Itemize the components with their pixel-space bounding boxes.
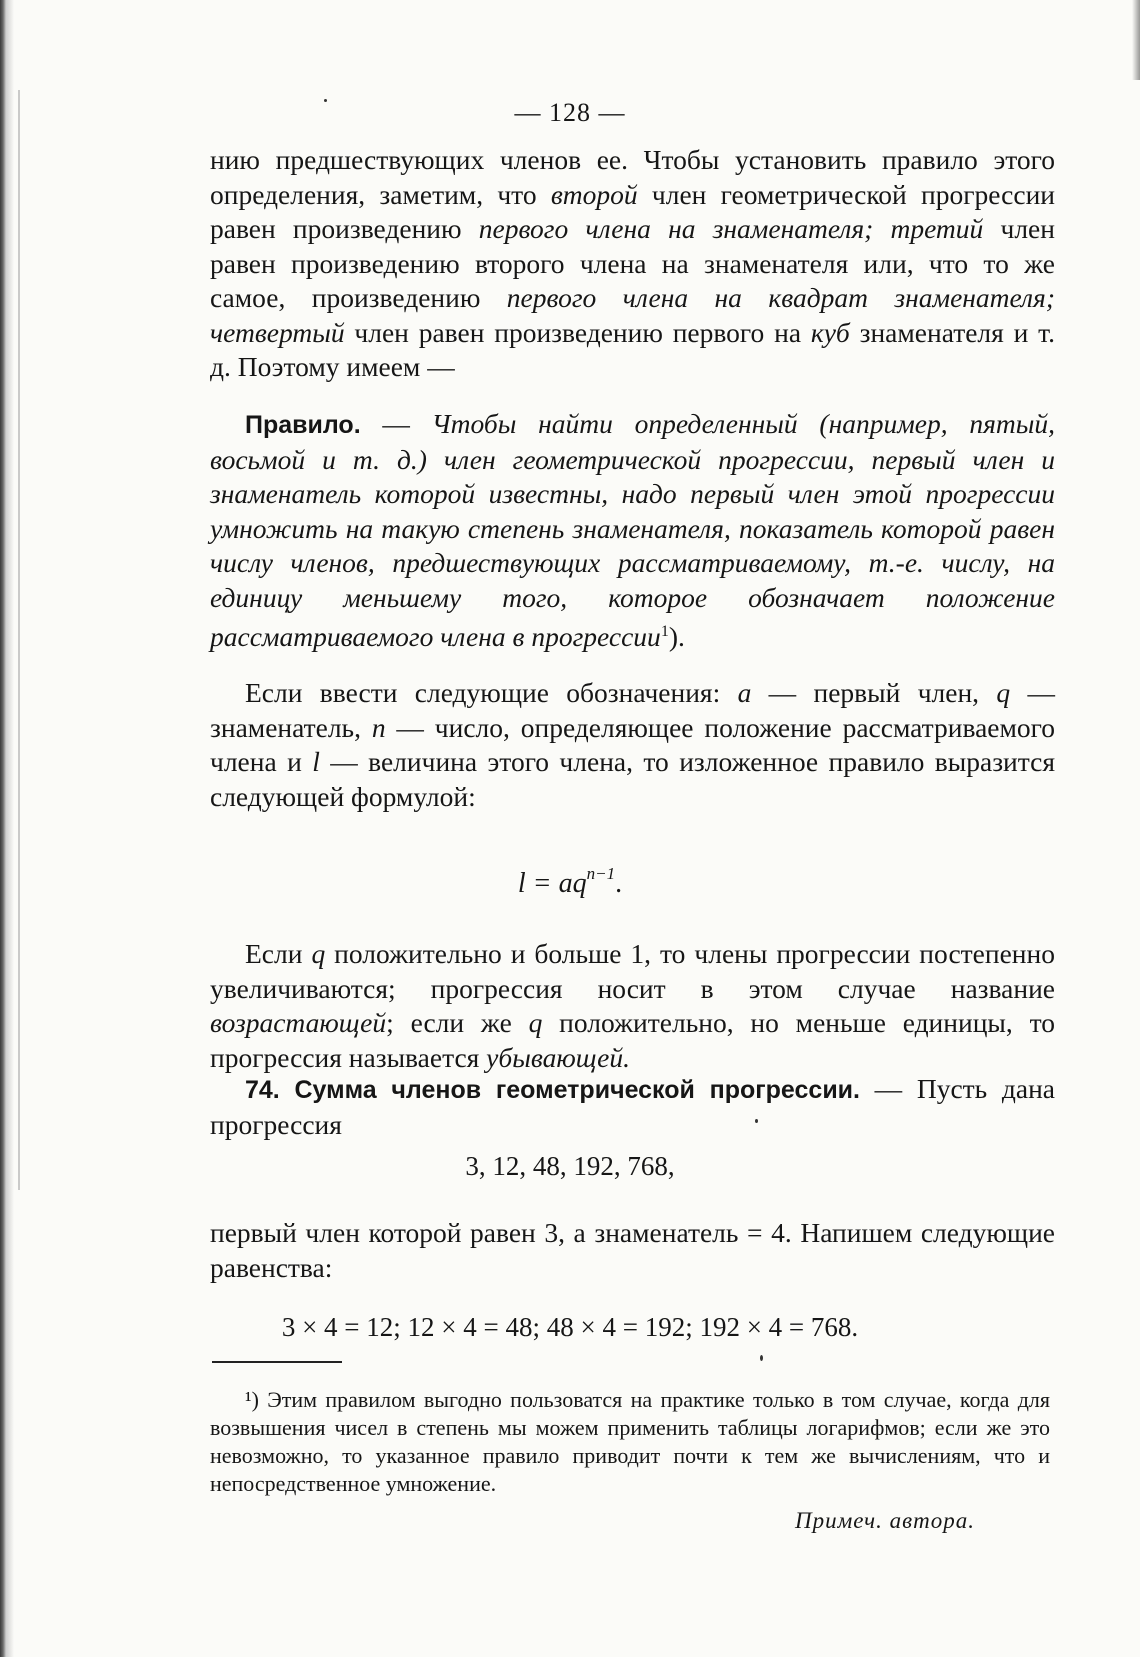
paragraph-1 (210, 143, 1055, 385)
author-note-attribution: Примеч. автора. (794, 1508, 975, 1533)
para2-text-5: — величина этого члена, то изложенное правило выразится следующей формулой: (210, 746, 1055, 812)
formula-base: l = aq (517, 868, 587, 899)
page-right-edge-shadow (1132, 0, 1140, 80)
para2-text-3: — знаменатель, (210, 677, 1056, 743)
paragraph-3 (210, 937, 1055, 1075)
para3-emph-decreasing: убывающей. (486, 1041, 630, 1073)
para2-text-2: — первый член, (751, 677, 997, 708)
para1-emph-3: первого члена на квадрат знаменателя; четвертый (210, 282, 1055, 348)
page-number: — 128 — (514, 98, 626, 127)
para3-text-4: положительно, но меньше единицы, то прогрессия называется (210, 1007, 1055, 1073)
var-q: q (996, 677, 1011, 708)
section-74-text: — Пусть дана прогрессия (210, 1073, 1055, 1140)
footnote (210, 1386, 1050, 1498)
section-74 (210, 1072, 1055, 1142)
page-binding-line (18, 90, 20, 1190)
print-speck (755, 1119, 758, 1123)
para1-emph-1: второй (550, 178, 638, 210)
para2-text-4: — число, определяющее положение рассматриваемого члена и (210, 711, 1056, 777)
footnote-reference: 1 (660, 623, 669, 640)
footnote-mark: ¹) (245, 1387, 259, 1412)
para1-text-2: член геометрической прогрессии равен произведению (210, 178, 1055, 244)
var-n: n (371, 711, 386, 743)
para3-text-3: ; если же (386, 1007, 529, 1038)
print-speck (324, 99, 327, 102)
para3-var-q-2: q (528, 1007, 543, 1038)
para3-emph-increasing: возрастающей (210, 1007, 387, 1038)
para1-text-4: член равен произведению первого на (344, 316, 811, 348)
formula-end: . (615, 868, 623, 899)
para1-text-1: нию предшествующих членов ее. Чтобы установить правило этого определения, заметим, что (210, 144, 1055, 210)
rule-block (210, 407, 1055, 655)
formula-exponent: n−1 (586, 864, 616, 883)
para3-var-q-1: q (311, 938, 326, 969)
formula-nth-term (0, 864, 1140, 900)
var-l: l (312, 746, 320, 777)
para3-text-1: Если (245, 938, 312, 969)
rule-end: ). (668, 621, 685, 653)
rule-dash: — (360, 408, 432, 439)
paragraph-4 (210, 1216, 1055, 1285)
para1-text-3: член равен произведению второго члена на знаменателя или, что то же самое, произведению (210, 213, 1055, 313)
print-speck (760, 1355, 763, 1361)
paragraph-2 (210, 676, 1055, 814)
progression-example: 3, 12, 48, 192, 768, (465, 1151, 675, 1181)
var-a: a (737, 677, 752, 708)
equalities-line: 3 × 4 = 12; 12 × 4 = 48; 48 × 4 = 192; 192 × 4 = 768. (281, 1312, 859, 1342)
para1-emph-2: первого члена на знаменателя; третий (478, 213, 984, 244)
page-left-edge-shadow (0, 0, 14, 1657)
rule-text: Чтобы найти определенный (например, пятый, восьмой и т. д.) член геометрической прогрессии, первый член и знаменатель которой известны, надо первый член этой прогрессии умножить на такую степень знаменателя, показатель которой равен числу членов, предшествующих рассматриваемому, т.-е. числу, на единицу меньшему того, которое обозначает положение рассматриваемого члена в прогрессии (210, 408, 1055, 653)
para2-text-1: Если ввести следующие обозначения: (245, 677, 738, 708)
footnote-separator (212, 1361, 342, 1363)
section-74-heading: 74. Сумма членов геометрической прогрессии. (245, 1076, 861, 1104)
footnote-text: Этим правилом выгодно пользоватся на практике только в том случае, когда для возвышения чисел в степень мы можем применить таблицы логарифмов; если же это невозможно, то указанное правило приводит почти к тем же вычислениям, что и непосредственное умножение. (210, 1387, 1050, 1496)
rule-heading: Правило. (245, 411, 361, 439)
para3-text-2: положительно и больше 1, то члены прогрессии постепенно увеличиваются; прогрессия носит в этом случае название (210, 938, 1055, 1004)
para1-emph-4: куб (810, 316, 850, 348)
para1-text-5: знаменателя и т. д. Поэтому имеем — (210, 316, 1055, 382)
para4-text: первый член которой равен 3, а знаменатель = 4. Напишем следующие равенства: (210, 1217, 1055, 1283)
